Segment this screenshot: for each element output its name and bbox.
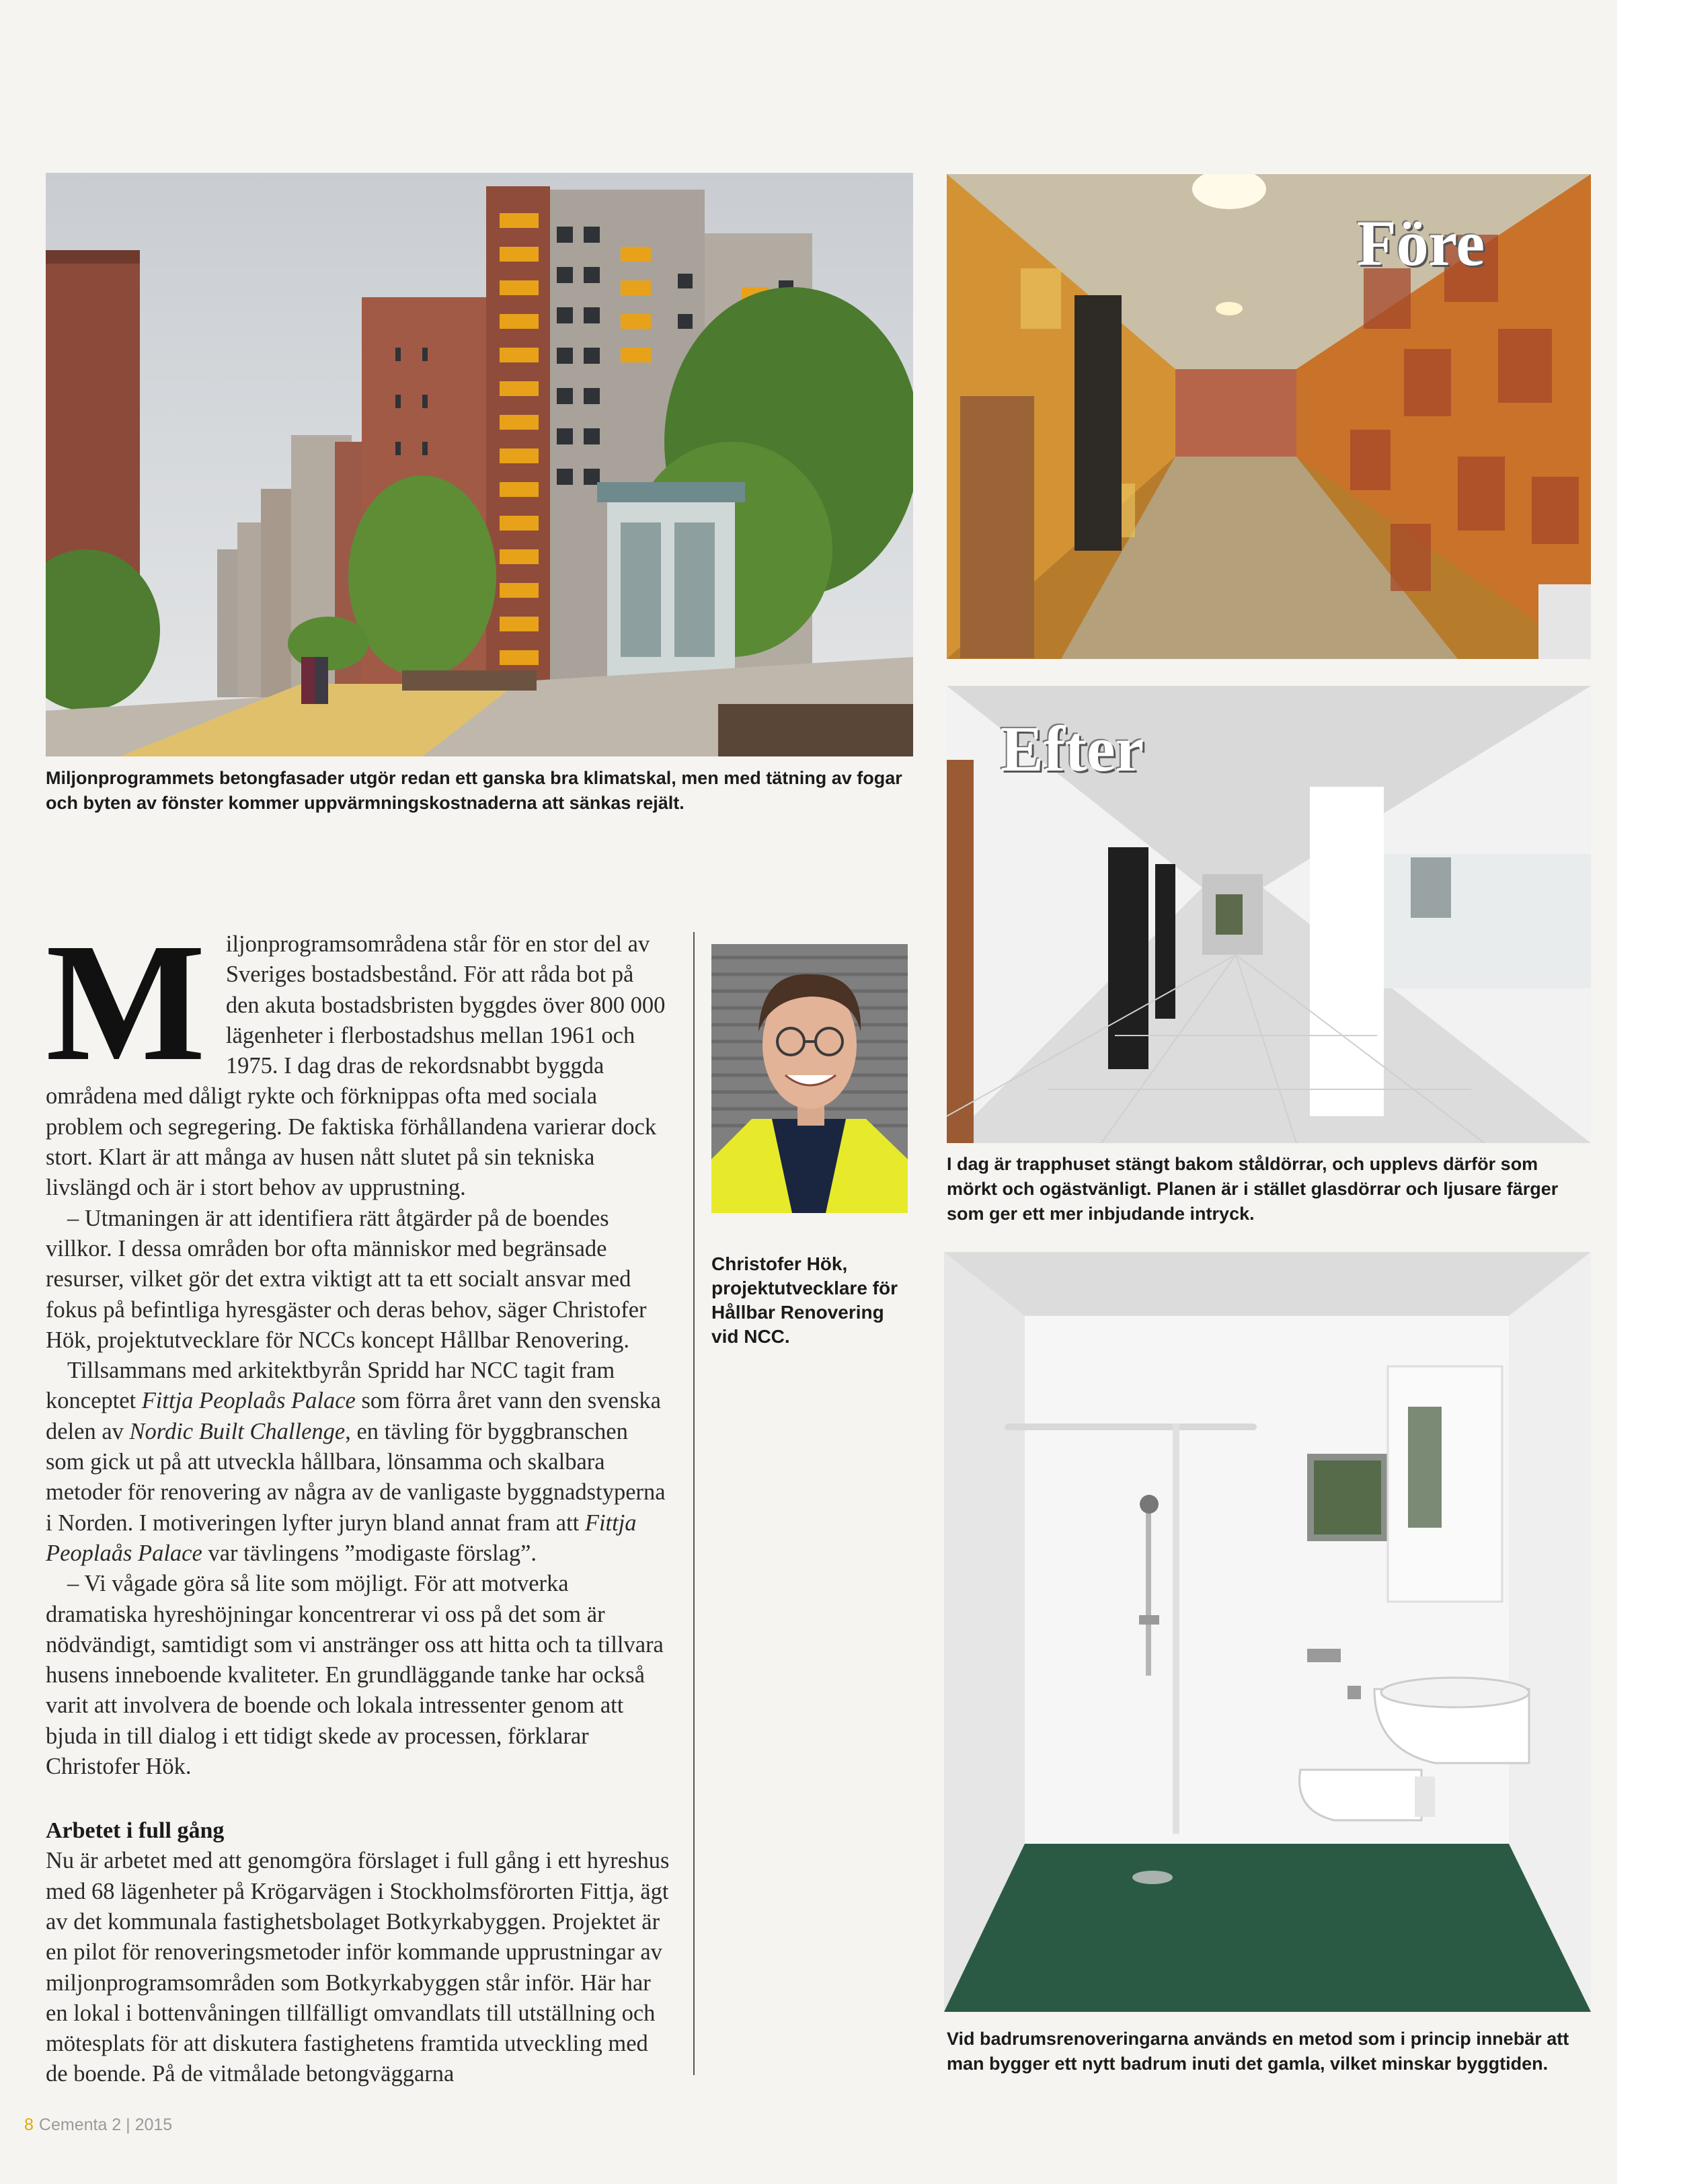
paragraph-4: – Vi vågade göra så lite som möjligt. För att motverka dramatiska hyreshöjningar koncentrerar vi oss på det som är nödvändigt, samtidigt som vi anstränger oss att hitta och ta tillvara husens inneboende kvaliteter. En grundläggande tanke har också varit att involvera de boende och lokala intressenter genom att bjuda in till dialog i ett tidigt skede av processen, förklarar Christofer Hök. [46, 1571, 664, 1780]
corridor-caption: I dag är trapphuset stängt bakom ståldörrar, och upplevs därför som mörkt och ogästvänligt. Planen är i stället glasdörrar och ljusare färger som ger ett mer inbjudande intryck. [947, 1154, 1559, 1224]
bathroom-caption: Vid badrumsrenoveringarna används en metod som i princip innebär att man bygger ett nytt badrum inuti det gamla, vilket minskar byggtiden. [947, 2029, 1569, 2074]
article-body [46, 908, 670, 2090]
paragraph-2: – Utmaningen är att identifiera rätt åtgärder på de boendes villkor. I dessa områden bor ofta människor med begränsade resurser, vilket gör det extra viktigt att ta ett socialt ansvar med fokus på befintliga hyresgäster och deras behov, säger Christofer Hök, projektutvecklare för NCCs koncept Hållbar Renovering. [46, 1205, 647, 1353]
portrait-caption: Christofer Hök, projektutvecklare för Hållbar Renovering vid NCC. [711, 1253, 898, 1347]
building-caption: Miljonprogrammets betongfasader utgör redan ett ganska bra klimatskal, men med tätning av fogar och byten av fönster kommer uppvärmningskostnaderna att sänkas rejält. [46, 768, 902, 813]
page-number: 8 [24, 2115, 34, 2134]
column-divider [693, 932, 695, 2075]
building-photo [46, 173, 913, 756]
paragraph-1: iljonprogramsområdena står för en stor del av Sveriges bostadsbestånd. För att råda bot på den akuta bostadsbristen byggdes över 800 000 lägenheter i flerbostadshus mellan 1961 och 1975. I dag dras de rekordsnabbt byggda områdena med dåligt rykte och förknippas ofta med sociala problem och segregering. De faktiska förhållandena varierar dock stort. Klart är att många av husen nått slutet på sin tekniska livslängd och är i stort behov av upprustning. [46, 931, 666, 1201]
corridor-before-photo [947, 174, 1591, 659]
page-footer [24, 2115, 172, 2135]
after-label: Efter [1001, 713, 1144, 785]
page-edge [1617, 0, 1681, 2184]
drop-cap: M [46, 908, 206, 1096]
paragraph-5: Nu är arbetet med att genomgöra förslaget i full gång i ett hyreshus med 68 lägenheter på Krögarvägen i Stockholmsförorten Fittja, ägt av det kommunala fastighetsbolaget Botkyrkabyggen. Projektet är en pilot för renoveringsmetoder inför kommande upprustningar av miljonprogramsområden som Botkyrkabyggen står inför. Här har en lokal i bottenvåningen tillfälligt omvandlats till utställning och mötesplats för att diskutera fastighetens framtida utveckling med de boende. På de vitmålade betongväggarna [46, 1848, 670, 2087]
subheading: Arbetet i full gång [46, 1818, 225, 1844]
before-label: Före [1357, 207, 1485, 279]
publication-name: Cementa 2 | 2015 [38, 2115, 173, 2134]
portrait-photo [711, 944, 908, 1213]
bathroom-photo [944, 1252, 1591, 2012]
paragraph-3: Tillsammans med arkitektbyrån Spridd har NCC tagit fram konceptet Fittja Peoplaås Palace som förra året vann den svenska delen av Nordic Built Challenge, en tävling för byggbranschen som gick ut på att utveckla hållbara, lönsamma och skalbara metoder för renovering av några av de vanligaste byggnadstyperna i Norden. I motiveringen lyfter juryn bland annat fram att Fittja Peoplaås Palace var tävlingens ”modigaste förslag”. [46, 1358, 666, 1566]
